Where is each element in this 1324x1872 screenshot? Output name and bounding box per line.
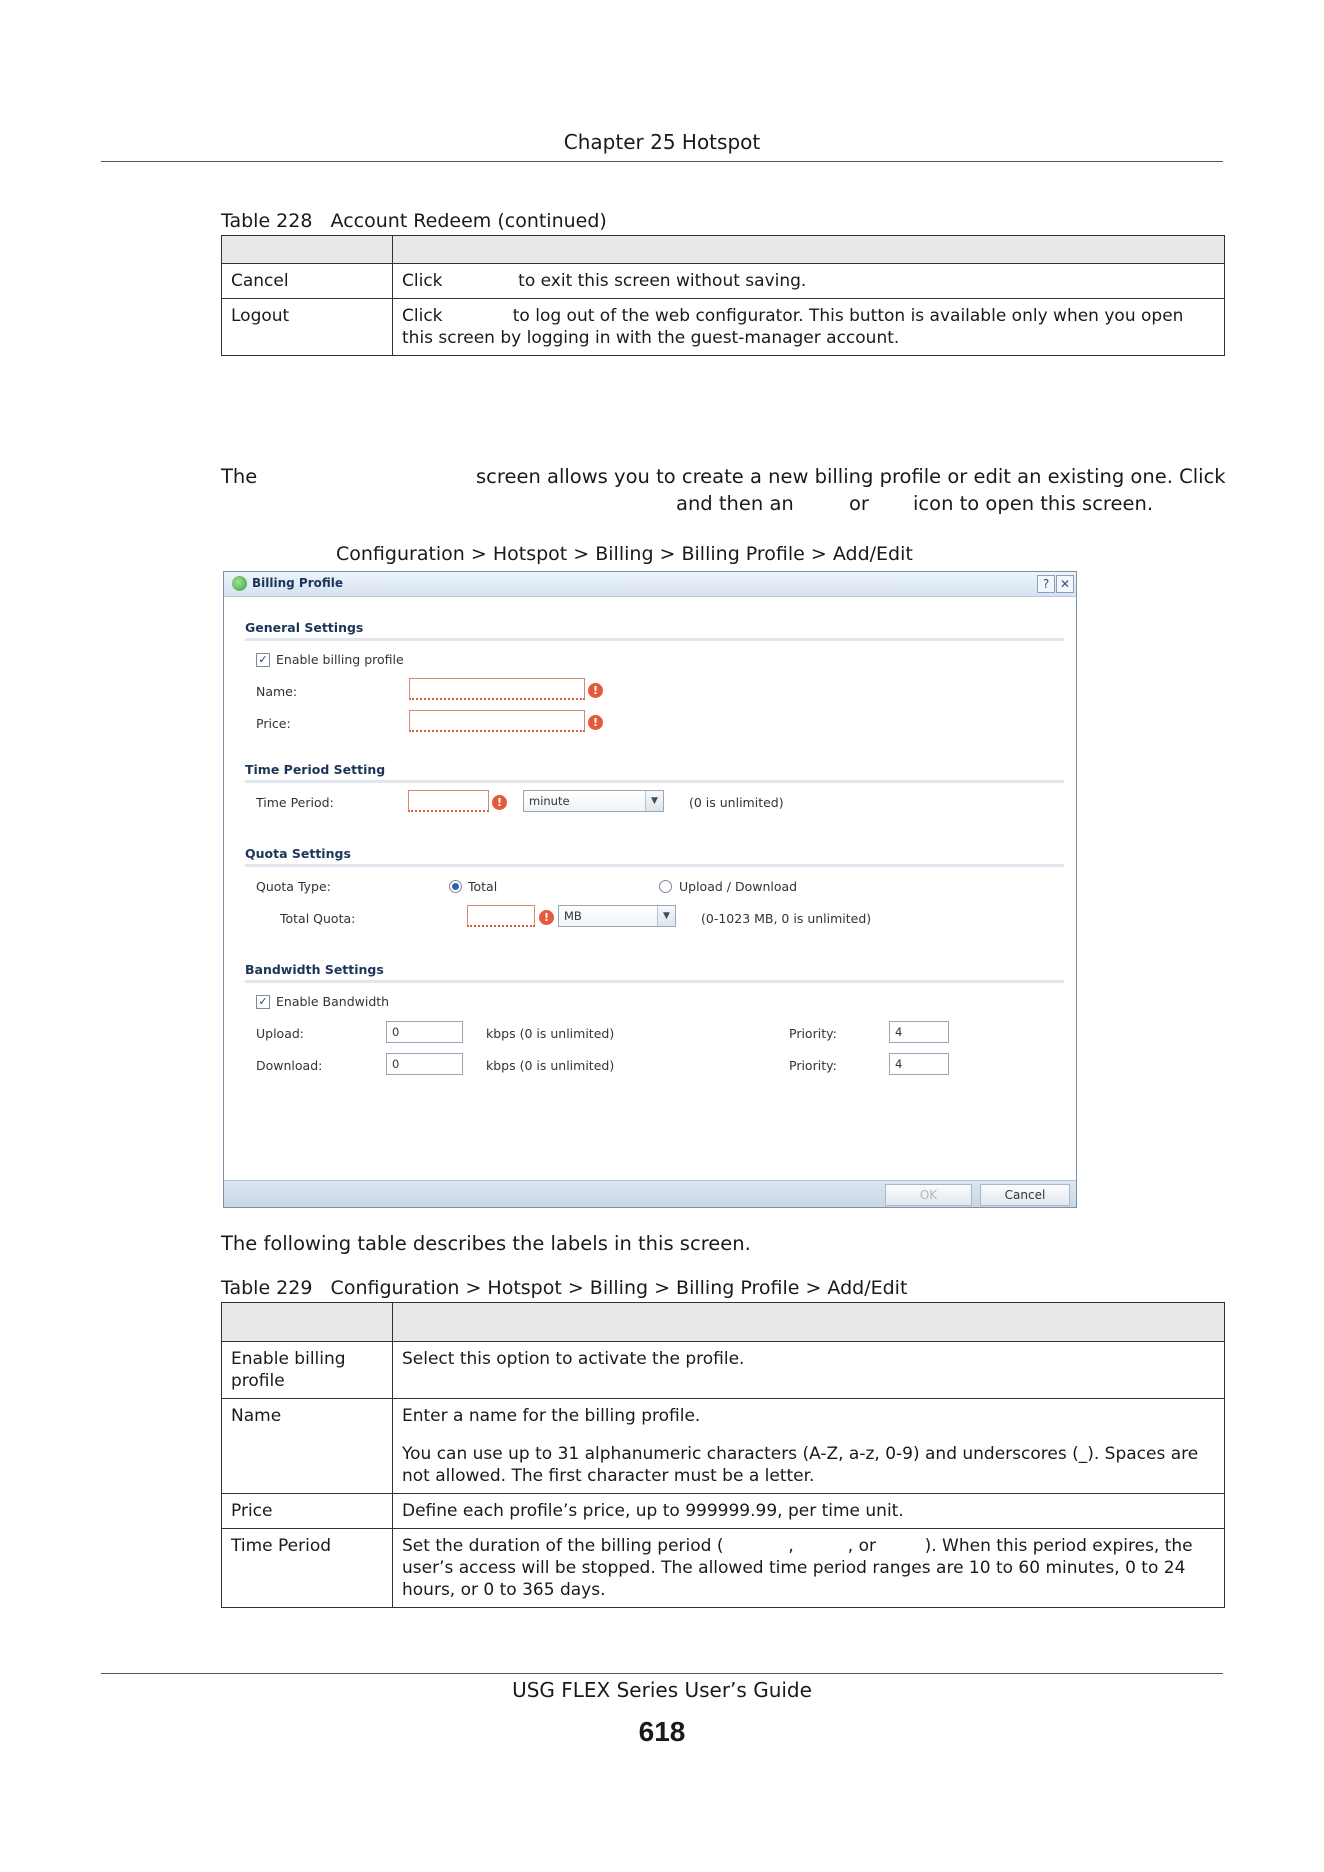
time-period-error-icon: !: [492, 795, 507, 810]
section-bandwidth: Bandwidth Settings: [245, 962, 1064, 983]
intro-the: The: [221, 465, 258, 488]
name-label: Name:: [256, 684, 298, 699]
guide-title: USG FLEX Series User’s Guide: [512, 1678, 812, 1702]
chapter-header: Chapter 25 Hotspot: [563, 130, 761, 154]
cancel-button[interactable]: Cancel: [980, 1184, 1070, 1206]
total-quota-error-icon: !: [539, 910, 554, 925]
quota-updown-label: Upload / Download: [679, 879, 798, 894]
upload-priority-input[interactable]: 4: [889, 1021, 949, 1043]
row-description: Click to exit this screen without saving.: [393, 264, 1225, 299]
upload-label: Upload:: [256, 1026, 305, 1041]
chevron-down-icon: ▼: [657, 906, 675, 926]
table-row: [222, 1342, 1225, 1399]
name-error-icon: !: [588, 683, 603, 698]
quota-type-label: Quota Type:: [256, 879, 331, 894]
enable-bandwidth-label: Enable Bandwidth: [276, 994, 390, 1009]
window-title-bar: [224, 572, 1076, 597]
figure-caption: Configuration > Hotspot > Billing > Billing Profile > Add/Edit: [336, 543, 913, 565]
table-229: [221, 1302, 1225, 1608]
price-input[interactable]: [409, 710, 585, 732]
name-input[interactable]: [409, 678, 585, 700]
table-row: [222, 299, 1225, 356]
window-title: Billing Profile: [252, 576, 344, 590]
total-quota-hint: (0-1023 MB, 0 is unlimited): [701, 911, 872, 926]
billing-profile-window: [223, 571, 1077, 1208]
intro-or: or: [849, 492, 869, 515]
total-quota-input[interactable]: [467, 905, 535, 927]
table-row: [222, 1494, 1225, 1529]
upload-input[interactable]: 0: [386, 1021, 463, 1043]
total-quota-label: Total Quota:: [280, 911, 356, 926]
footer-rule: [101, 1673, 1223, 1674]
quota-total-radio[interactable]: [449, 880, 462, 893]
row-description: [393, 1529, 1225, 1608]
row-desc-line: Set the duration of the billing period ( , , or ). When this period expires, the user’s access will be stopped. The allowed time period ranges are 10 to 60 minutes, 0 to 24 hours, or 0 to 365 days.: [402, 1536, 1199, 1600]
zyxel-logo-icon: [232, 576, 247, 591]
help-icon[interactable]: ?: [1037, 575, 1055, 593]
table-row: [222, 1529, 1225, 1608]
row-label: Enable billing profile: [222, 1342, 393, 1399]
table-header-row: [222, 1303, 1225, 1342]
header-rule: [101, 161, 1223, 162]
time-period-input[interactable]: [408, 790, 489, 812]
total-quota-unit-select[interactable]: [558, 905, 676, 927]
download-label: Download:: [256, 1058, 323, 1073]
row-desc-line: Select this option to activate the profile.: [402, 1349, 745, 1369]
enable-bandwidth-checkbox[interactable]: ✓: [256, 995, 270, 1009]
download-hint: kbps (0 is unlimited): [486, 1058, 615, 1073]
describes-text: The following table describes the labels in this screen.: [221, 1232, 751, 1255]
download-priority-input[interactable]: 4: [889, 1053, 949, 1075]
row-label: Cancel: [222, 264, 393, 299]
upload-hint: kbps (0 is unlimited): [486, 1026, 615, 1041]
row-label: Logout: [222, 299, 393, 356]
intro-icon-text: icon to open this screen.: [913, 492, 1154, 515]
row-description: Click to log out of the web configurator. This button is available only when you open this screen by logging in with the guest-manager account.: [393, 299, 1225, 356]
section-general-settings: General Settings: [245, 620, 1064, 641]
download-input[interactable]: 0: [386, 1053, 463, 1075]
time-period-hint: (0 is unlimited): [689, 795, 784, 810]
time-period-label: Time Period:: [256, 795, 334, 810]
row-description: [393, 1399, 1225, 1494]
section-quota: Quota Settings: [245, 846, 1064, 867]
chevron-down-icon: ▼: [645, 791, 663, 811]
intro-and-then: and then an: [676, 492, 794, 515]
quota-updown-radio[interactable]: [659, 880, 672, 893]
total-quota-unit-value: MB: [564, 909, 582, 923]
time-period-unit-value: minute: [529, 794, 570, 808]
page-number: 618: [638, 1716, 686, 1747]
enable-billing-checkbox[interactable]: ✓: [256, 653, 270, 667]
window-footer: [224, 1180, 1076, 1207]
row-description: [393, 1494, 1225, 1529]
table-229-caption: Table 229 Configuration > Hotspot > Billing > Billing Profile > Add/Edit: [221, 1277, 908, 1299]
table-228-caption: Table 228 Account Redeem (continued): [221, 210, 607, 232]
price-error-icon: !: [588, 715, 603, 730]
row-desc-line: Enter a name for the billing profile.: [402, 1406, 701, 1426]
table-228: [221, 235, 1225, 356]
header-cell: [222, 1303, 393, 1342]
intro-line1: screen allows you to create a new billing profile or edit an existing one. Click: [476, 465, 1226, 488]
row-label: Price: [222, 1494, 393, 1529]
row-desc-line: Define each profile’s price, up to 999999.99, per time unit.: [402, 1501, 904, 1521]
header-cell: [393, 236, 1225, 264]
close-icon[interactable]: ✕: [1056, 575, 1074, 593]
download-priority-label: Priority:: [789, 1058, 837, 1073]
enable-billing-label: Enable billing profile: [276, 652, 404, 667]
row-desc-line: You can use up to 31 alphanumeric characters (A-Z, a-z, 0-9) and underscores (_). Spaces are not allowed. The first character must be a letter.: [402, 1444, 1199, 1486]
time-period-unit-select[interactable]: [523, 790, 664, 812]
row-label: Time Period: [222, 1529, 393, 1608]
table-header-row: [222, 236, 1225, 264]
section-time-period: Time Period Setting: [245, 762, 1064, 783]
upload-priority-label: Priority:: [789, 1026, 837, 1041]
header-cell: [393, 1303, 1225, 1342]
row-description: [393, 1342, 1225, 1399]
table-row: [222, 1399, 1225, 1494]
table-row: [222, 264, 1225, 299]
row-label: Name: [222, 1399, 393, 1494]
price-label: Price:: [256, 716, 291, 731]
header-cell: [222, 236, 393, 264]
ok-button[interactable]: OK: [885, 1184, 972, 1206]
quota-total-label: Total: [468, 879, 498, 894]
